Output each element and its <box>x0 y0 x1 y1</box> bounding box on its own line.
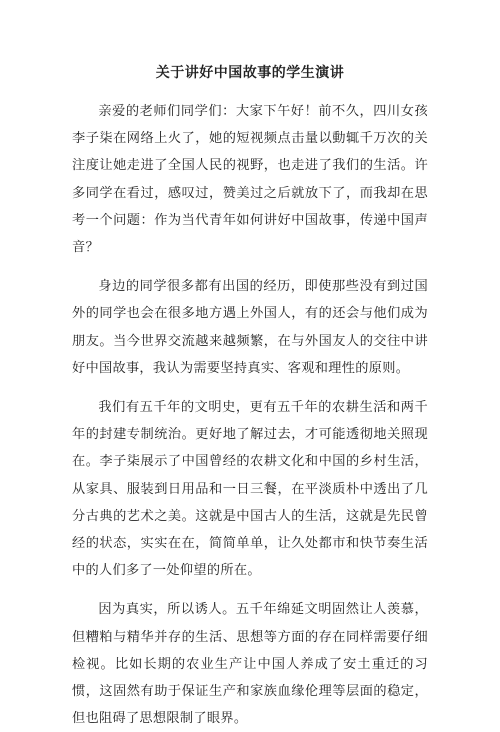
document-title: 关于讲好中国故事的学生演讲 <box>155 65 345 81</box>
paragraph-1: 亲爱的老师们同学们：大家下午好！前不久，四川女孩李子柒在网络上火了，她的短视频点击量以動辄千万次的关注度让她走进了全国人民的视野，也走进了我们的生活。许多同学在看过，感叹过，赞美过之后就放下了，而我却在思考一个问题：作为当代青年如何讲好中国故事，传递中国声音？ <box>72 104 428 256</box>
paragraph-3: 我们有五千年的文明史，更有五千年的农耕生活和两千年的封建专制统治。更好地了解过去，才可能透彻地关照现在。李子柒展示了中国曾经的农耕文化和中国的乡村生活，从家具、服装到日用品和一日三餐，在平淡质朴中透出了几分古典的艺术之美。这就是中国古人的生活，这就是先民曾经的状态，实实在在，简简单单，让久处都市和快节奏生活中的人们多了一处仰望的所在。 <box>72 400 428 579</box>
paragraph-2: 身边的同学很多都有出国的经历，即使那些没有到过国外的同学也会在很多地方遇上外国人，有的还会与他们成为朋友。当今世界交流越来越频繁，在与外国友人的交往中讲好中国故事，我认为需要坚持真实、客观和理性的原则。 <box>72 279 428 376</box>
paragraph-4: 因为真实，所以诱人。五千年绵延文明固然让人羡慕，但糟粕与精华并存的生活、思想等方面的存在同样需要仔细检视。比如长期的农业生产让中国人养成了安土重迁的习惯，这固然有助于保证生产和家族血缘伦理等层面的稳定，但也阻碍了思想限制了眼界。 <box>72 602 428 727</box>
